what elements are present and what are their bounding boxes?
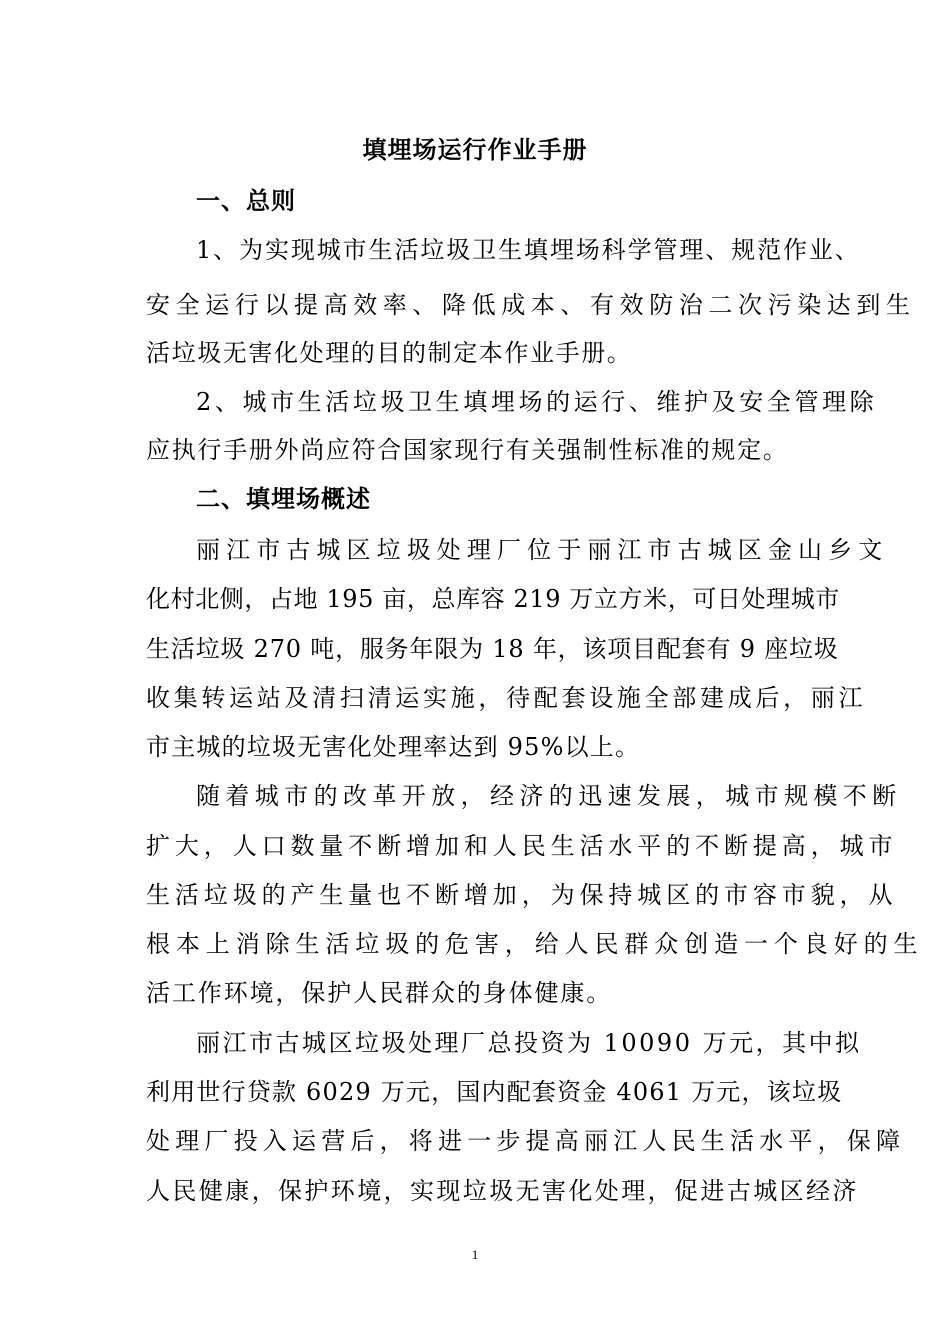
section-heading-overview: 二、填埋场概述 bbox=[196, 485, 371, 513]
page-number: 1 bbox=[471, 1247, 479, 1262]
paragraph-line: 活工作环境，保护人民群众的身体健康。 bbox=[146, 979, 613, 1007]
document-title: 填埋场运行作业手册 bbox=[362, 136, 588, 164]
paragraph-line: 利用世行贷款 6029 万元，国内配套资金 4061 万元，该垃圾 bbox=[146, 1078, 843, 1106]
paragraph-line: 安全运行以提高效率、降低成本、有效防治二次污染达到生 bbox=[146, 291, 916, 319]
paragraph-line: 处理厂投入运营后，将进一步提高丽江人民生活水平，保障 bbox=[146, 1127, 906, 1155]
paragraph-line: 应执行手册外尚应符合国家现行有关强制性标准的规定。 bbox=[146, 436, 789, 464]
paragraph-line: 收集转运站及清扫清运实施，待配套设施全部建成后，丽江 bbox=[146, 684, 867, 712]
paragraph-line: 丽江市古城区垃圾处理厂总投资为 10090 万元，其中拟 bbox=[196, 1029, 862, 1057]
paragraph-line: 生活垃圾的产生量也不断增加，为保持城区的市容市貌，从 bbox=[146, 881, 898, 909]
section-heading-general: 一、总则 bbox=[196, 187, 296, 215]
paragraph-line: 人民健康，保护环境，实现垃圾无害化处理，促进古城区经济 bbox=[146, 1177, 859, 1205]
paragraph-line: 市主城的垃圾无害化处理率达到 95%以上。 bbox=[146, 733, 641, 761]
paragraph-line: 化村北侧，占地 195 亩，总库容 219 万立方米，可日处理城市 bbox=[146, 585, 840, 613]
paragraph-line: 1、为实现城市生活垃圾卫生填埋场科学管理、规范作业、 bbox=[196, 236, 861, 264]
paragraph-line: 丽江市古城区垃圾处理厂位于丽江市古城区金山乡文 bbox=[196, 536, 889, 564]
paragraph-line: 生活垃圾 270 吨，服务年限为 18 年，该项目配套有 9 座垃圾 bbox=[146, 635, 839, 663]
paragraph-line: 2、城市生活垃圾卫生填埋场的运行、维护及安全管理除 bbox=[196, 388, 878, 416]
paragraph-line: 活垃圾无害化处理的目的制定本作业手册。 bbox=[146, 339, 633, 367]
paragraph-line: 扩大，人口数量不断增加和人民生活水平的不断提高，城市 bbox=[146, 832, 898, 860]
paragraph-line: 随着城市的改革开放，经济的迅速发展，城市规模不断 bbox=[196, 782, 902, 810]
paragraph-line: 根本上消除生活垃圾的危害，给人民群众创造一个良好的生 bbox=[146, 930, 924, 958]
